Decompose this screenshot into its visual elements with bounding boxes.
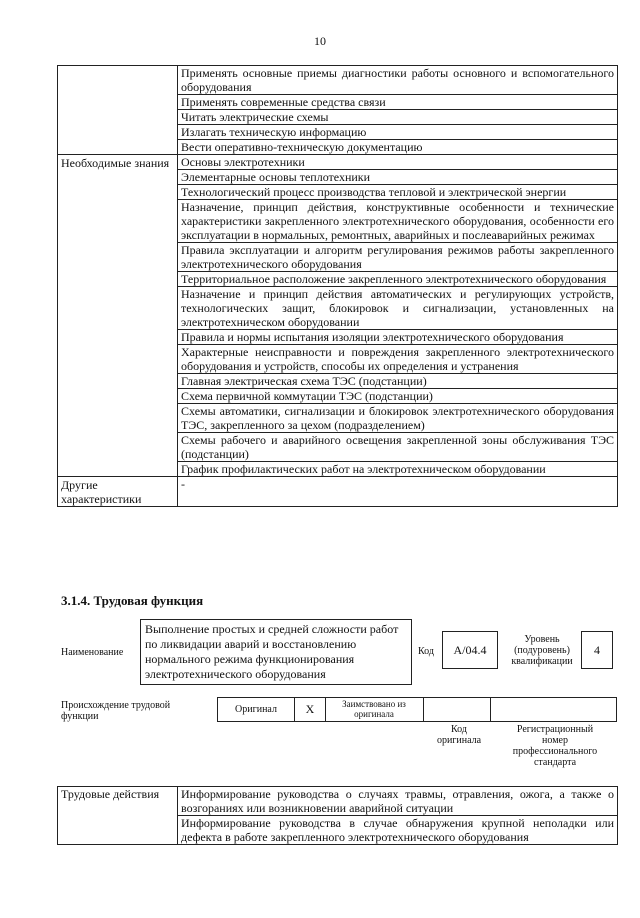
level-label: Уровень (подуровень) квалификации — [511, 634, 573, 667]
knowledge-item: Схема первичной коммутации ТЭС (подстанции) — [178, 389, 618, 404]
other-label: Другие характеристики — [58, 477, 178, 507]
skill-item: Вести оперативно-техническую документацию — [178, 140, 618, 155]
knowledge-item: Главная электрическая схема ТЭС (подстанции) — [178, 374, 618, 389]
table-row — [58, 477, 618, 507]
divider — [490, 698, 491, 721]
borrowed-label: Заимствовано из оригинала — [342, 699, 406, 719]
name-label: Наименование — [61, 647, 124, 658]
other-value: - — [178, 477, 618, 507]
knowledge-item: График профилактических работ на электротехническом оборудовании — [178, 462, 618, 477]
knowledge-label: Необходимые знания — [58, 155, 178, 477]
skill-item: Применять современные средства связи — [178, 95, 618, 110]
page-number: 10 — [314, 34, 326, 48]
knowledge-item: Схемы автоматики, сигнализации и блокировок электротехнического оборудования ТЭС, закрепленного за цехом (подразделением) — [178, 404, 618, 433]
origin-label: Происхождение трудовой функции — [61, 700, 171, 722]
skills-label-cell — [58, 66, 178, 155]
actions-label: Трудовые действия — [58, 787, 178, 845]
knowledge-item: Характерные неисправности и повреждения закрепленного электротехнического оборудования и устройств, способы их определения и устранения — [178, 345, 618, 374]
skill-item: Читать электрические схемы — [178, 110, 618, 125]
action-item: Информирование руководства о случаях травмы, отравления, ожога, а также о возгораниях или возникновении аварийной ситуации — [178, 787, 618, 816]
knowledge-item: Правила и нормы испытания изоляции электротехнического оборудования — [178, 330, 618, 345]
table-row — [58, 155, 618, 170]
knowledge-item: Территориальное расположение закрепленного электротехнического оборудования — [178, 272, 618, 287]
original-mark: X — [295, 698, 326, 721]
reg-caption: Регистрационный номер профессионального стандарта — [512, 724, 598, 768]
knowledge-item: Элементарные основы теплотехники — [178, 170, 618, 185]
knowledge-item: Схемы рабочего и аварийного освещения закрепленной зоны обслуживания ТЭС (подстанции) — [178, 433, 618, 462]
table-row — [58, 787, 618, 816]
knowledge-item: Основы электротехники — [178, 155, 618, 170]
level-value: 4 — [581, 631, 613, 669]
competency-table — [57, 65, 618, 507]
table-row — [58, 66, 618, 95]
code-label: Код — [418, 646, 434, 657]
knowledge-item: Правила эксплуатации и алгоритм регулирования режимов работы закрепленного электротехнического оборудования — [178, 243, 618, 272]
action-item: Информирование руководства в случае обнаружения крупной неполадки или дефекта в работе закрепленного электротехнического оборудования — [178, 816, 618, 845]
knowledge-item: Технологический процесс производства тепловой и электрической энергии — [178, 185, 618, 200]
section-title: 3.1.4. Трудовая функция — [61, 593, 204, 608]
knowledge-item: Назначение, принцип действия, конструктивные особенности и технические характеристики закрепленного электротехнического оборудования, особенности его эксплуатации в нормальных, ремонтных, аварийных и послеаварийных режимах — [178, 200, 618, 243]
divider — [423, 698, 424, 721]
knowledge-item: Назначение и принцип действия автоматических и регулирующих устройств, технологических защит, блокировок и сигнализации, установленных на электротехническом оборудовании — [178, 287, 618, 330]
original-label: Оригинал — [218, 698, 295, 721]
skill-item: Излагать техническую информацию — [178, 125, 618, 140]
skill-item: Применять основные приемы диагностики работы основного и вспомогательного оборудования — [178, 66, 618, 95]
code-value: А/04.4 — [442, 631, 498, 669]
actions-table — [57, 786, 618, 845]
origin-row — [217, 697, 617, 722]
code-caption: Код оригинала — [436, 724, 482, 746]
function-name: Выполнение простых и средней сложности работ по ликвидации аварий и восстановлению нормального режима функционирования электротехнического оборудования — [140, 619, 412, 685]
